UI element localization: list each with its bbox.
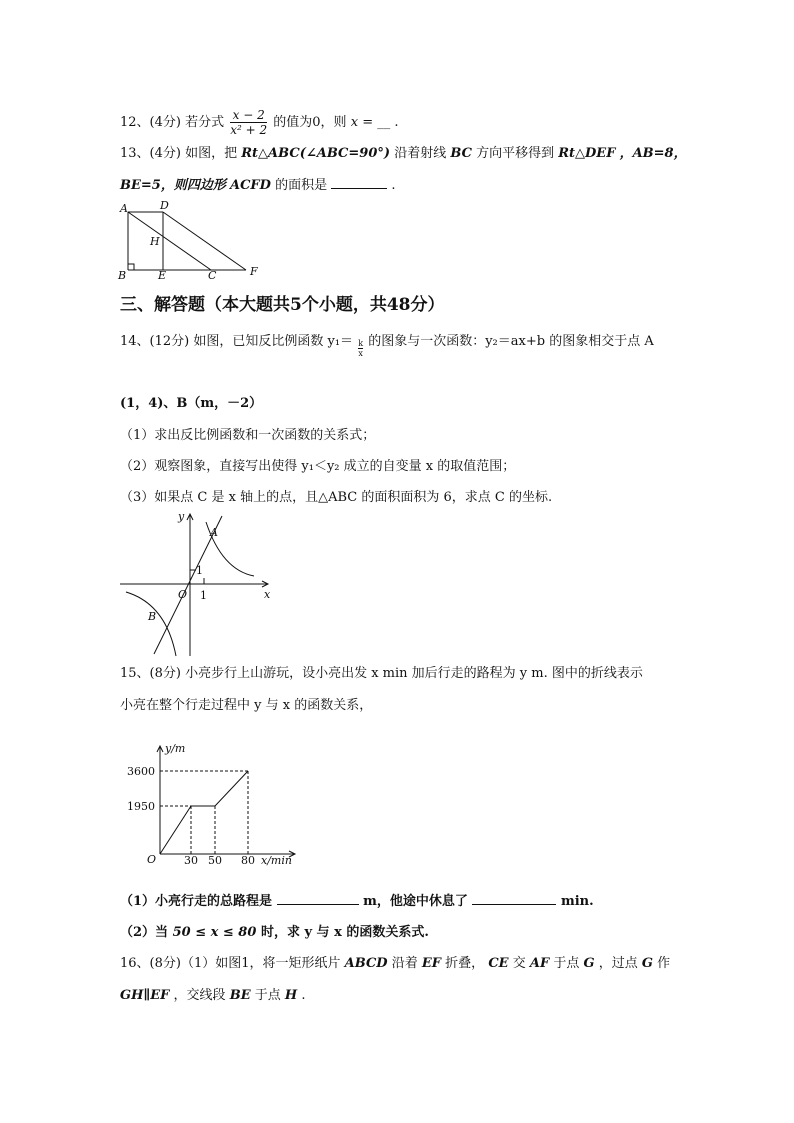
q16-l2-b: ，交线段 <box>173 988 226 1003</box>
q14-figure <box>118 508 278 658</box>
q15-graph <box>125 740 305 870</box>
q14-sub1: （1）求出反比例函数和一次函数的关系式； <box>120 428 376 443</box>
q16-line1 <box>120 955 670 973</box>
q16-l1-b: 沿着 <box>391 956 418 971</box>
label-B: B <box>118 269 127 282</box>
q16-ce: CE <box>488 956 509 971</box>
q14-l1-a: 14、(12分) 如图，已知反比例函数 y₁＝ <box>120 334 354 349</box>
label-O: O <box>178 588 188 601</box>
q13-l2-tail: . <box>391 178 396 193</box>
q16-g2: G <box>641 956 654 971</box>
q15-sub2-math: 50 ≤ x ≤ 80 <box>172 925 257 940</box>
q15-sub2-a: （2）当 <box>120 925 169 940</box>
q16-l1-d: 交 <box>512 956 526 971</box>
q12-prefix: 12、(4分) 若分式 <box>120 115 225 130</box>
q16-l1-e: 于点 <box>553 956 580 971</box>
q13-l1-end: ，AB=8， <box>619 146 687 161</box>
label-A: A <box>120 202 128 215</box>
q14-frac-den: x <box>358 349 363 358</box>
q14-line2: (1，4)、B（m，－2） <box>120 396 263 411</box>
q14-line1 <box>120 333 654 358</box>
label-E: E <box>158 269 167 282</box>
x-tick-30: 30 <box>184 854 198 867</box>
q14-l1-b: 的图象与一次函数：y₂＝ax+b 的图象相交于点 A <box>368 334 654 349</box>
q16-l1-c: 折叠， <box>445 956 485 971</box>
q15-sub1-b: m，他途中休息了 <box>363 894 468 909</box>
q13-l1-bc: BC <box>450 146 472 161</box>
label-ylabel: y/m <box>165 742 186 755</box>
label-H: H <box>150 235 160 248</box>
segment-AC <box>128 212 211 270</box>
distance-polyline <box>160 771 248 854</box>
q16-h: H <box>284 988 298 1003</box>
q14-sub2: （2）观察图象，直接写出使得 y₁＜y₂ 成立的自变量 x 的取值范围； <box>120 459 516 474</box>
q13-l1-prefix: 13、(4分) 如图，把 <box>120 146 238 161</box>
label-xlabel: x/min <box>261 854 292 867</box>
q12-var: x <box>350 115 359 130</box>
q15-line2: 小亮在整个行走过程中 y 与 x 的函数关系， <box>120 698 373 713</box>
q15-sub1-c: min. <box>560 894 594 909</box>
q12-line <box>120 108 398 137</box>
q16-l2-d: . <box>301 988 306 1003</box>
q15-line1: 15、(8分) 小亮步行上山游玩，设小亮出发 x min 加后行走的路程为 y m. 图中的折线表示 <box>120 666 643 681</box>
q16-ef: EF <box>421 956 442 971</box>
q14-fraction <box>358 339 363 358</box>
label-origin: O <box>147 853 157 866</box>
q13-l2-start: BE=5，则四边形 <box>120 178 226 193</box>
q13-l1-math: Rt△ABC(∠ABC=90°) <box>241 146 391 161</box>
right-angle-mark <box>128 264 134 270</box>
q15-sub2 <box>120 924 429 942</box>
x-tick-50: 50 <box>208 854 222 867</box>
q13-l2-acfd: ACFD <box>229 178 271 193</box>
q16-g: G <box>583 956 595 971</box>
q16-abcd: ABCD <box>344 956 388 971</box>
x-tick-80: 80 <box>241 854 255 867</box>
q13-figure <box>118 200 268 280</box>
label-C: C <box>208 269 217 282</box>
q14-frac-num: k <box>358 339 364 348</box>
q16-af: AF <box>529 956 550 971</box>
label-y: y <box>178 510 185 523</box>
q15-sub1-a: （1）小亮行走的总路程是 <box>120 894 273 909</box>
q13-l1-def: Rt△DEF <box>558 146 616 161</box>
q12-frac-den: x² + 2 <box>230 123 268 137</box>
label-A: A <box>210 526 218 539</box>
label-one-x: 1 <box>200 589 207 602</box>
q15-total-distance-blank[interactable] <box>277 904 359 905</box>
segment-DF <box>163 212 246 270</box>
q13-l2-end: 的面积是 <box>275 178 328 193</box>
label-B: B <box>148 610 157 623</box>
q12-fraction <box>230 108 267 137</box>
label-D: D <box>160 199 169 212</box>
q15-sub2-b: 时，求 y 与 x 的函数关系式. <box>260 925 429 940</box>
q16-be: BE <box>229 988 251 1003</box>
y-tick-1950: 1950 <box>127 800 155 813</box>
q13-line1 <box>120 145 687 163</box>
q12-suffix-a: 的值为0，则 <box>273 115 347 130</box>
q15-rest-time-blank[interactable] <box>472 904 556 905</box>
q12-frac-num: x − 2 <box>230 108 267 123</box>
q15-sub1 <box>120 893 594 911</box>
q12-suffix-b: = __ . <box>362 115 399 130</box>
label-F: F <box>250 265 258 278</box>
label-one-y: 1 <box>196 564 203 577</box>
q16-l1-g: 作 <box>657 956 671 971</box>
q13-l1-mid: 沿着射线 <box>394 146 447 161</box>
q13-line2 <box>120 177 396 195</box>
section-title: 三、解答题（本大题共5个小题，共48分） <box>120 295 445 315</box>
q16-l1-a: 16、(8分)（1）如图1，将一矩形纸片 <box>120 956 341 971</box>
label-x: x <box>264 588 271 601</box>
q16-line2 <box>120 987 305 1005</box>
q13-answer-blank[interactable] <box>331 188 387 189</box>
q16-l2-c: 于点 <box>254 988 281 1003</box>
q14-sub3: （3）如果点 C 是 x 轴上的点，且△ABC 的面积面积为 6，求点 C 的坐标. <box>120 490 553 505</box>
q13-l1-mid2: 方向平移得到 <box>476 146 555 161</box>
y-tick-3600: 3600 <box>127 765 155 778</box>
q16-l1-f: ，过点 <box>598 956 638 971</box>
q16-gh-ef: GH∥EF <box>120 988 170 1003</box>
